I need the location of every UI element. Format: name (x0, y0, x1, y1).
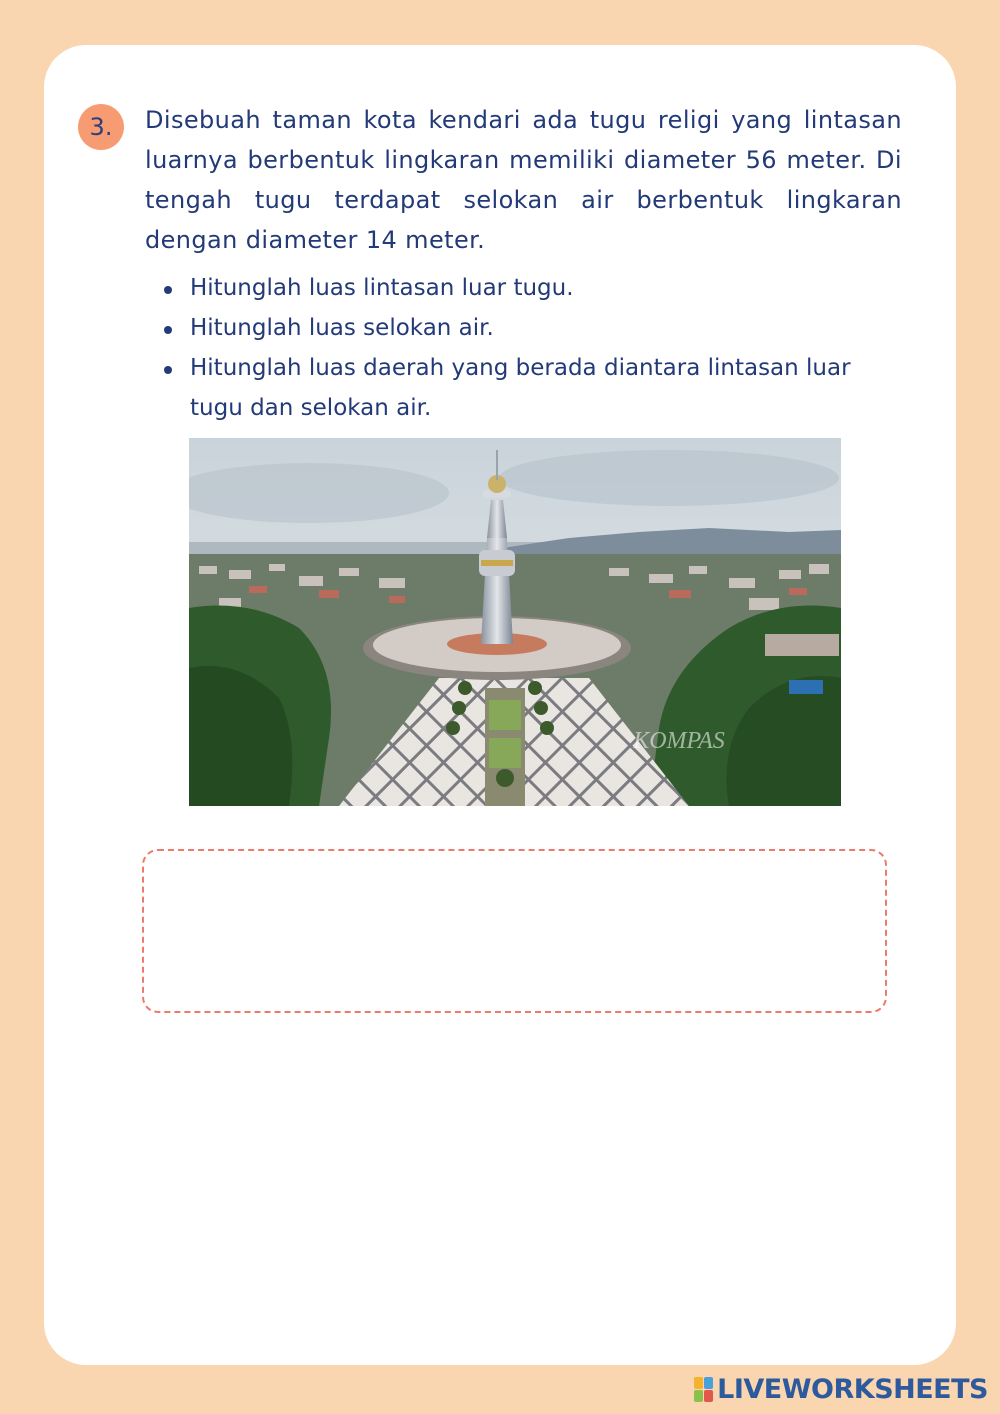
task-text: Hitunglah luas daerah yang berada diantara lintasan luar tugu dan selokan air. (190, 355, 851, 421)
bullet-icon (164, 366, 172, 374)
photo-watermark: KOMPAS (633, 728, 725, 754)
task-item (162, 348, 862, 428)
liveworksheets-brand[interactable] (694, 1374, 988, 1404)
bullet-icon (164, 326, 172, 334)
liveworksheets-logo-icon (694, 1377, 713, 1402)
bullet-icon (164, 286, 172, 294)
question-text: Disebuah taman kota kendari ada tugu religi yang lintasan luarnya berbentuk lingkaran memiliki diameter 56 meter. Di tengah tugu terdapat selokan air berbentuk lingkaran dengan diameter 14 meter. (145, 106, 902, 254)
task-item (162, 308, 862, 348)
task-text: Hitunglah luas lintasan luar tugu. (190, 275, 574, 301)
task-text: Hitunglah luas selokan air. (190, 315, 494, 341)
task-item (162, 268, 862, 308)
brand-name: LIVEWORKSHEETS (717, 1373, 988, 1405)
task-list (162, 268, 862, 428)
answer-input-box[interactable] (142, 849, 887, 1013)
question-number-badge: 3. (78, 104, 124, 150)
monument-photo (189, 438, 841, 806)
